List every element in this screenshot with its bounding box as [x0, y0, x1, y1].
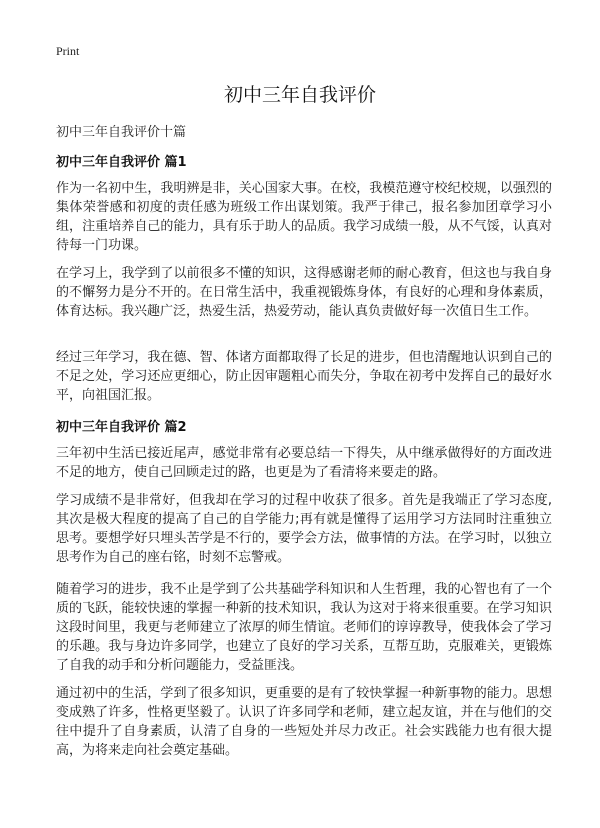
section-heading-1: 初中三年自我评价 篇1 [56, 155, 187, 170]
document-subtitle: 初中三年自我评价十篇 [56, 125, 187, 140]
paragraph: 学习成绩不是非常好，但我却在学习的过程中收获了很多。首先是我端正了学习态度,其次是极大程度的提高了自己的自学能力;再有就是懂得了运用学习方法同时注重独立思考。要想学好只埋头苦学是不行的，要学会方法，做事情的方法。在学习时，以独立思考作为自己的座右铭，时刻不忘警戒。 [56, 493, 552, 565]
paragraph: 作为一名初中生，我明辨是非，关心国家大事。在校，我模范遵守校纪校规，以强烈的集体荣誉感和初度的责任感为班级工作出谋划策。我严于律己，报名参加团章学习小组，注重培养自己的能力，具有乐于助人的品质。我学习成绩一般，从不气馁，认真对待每一门功课。 [56, 181, 552, 253]
page-title: 初中三年自我评价 [223, 84, 376, 106]
paragraph: 随着学习的进步，我不止是学到了公共基础学科知识和人生哲理，我的心智也有了一个质的飞跃，能较快速的掌握一种新的技术知识，我认为这对于将来很重要。在学习知识这段时间里，我更与老师建立了浓厚的师生情谊。老师们的谆谆教导，使我体会了学习的乐趣。我与身边许多同学，也建立了良好的学习关系，互帮互助，克服难关，更锻炼了自我的动手和分析问题能力，受益匪浅。 [56, 582, 552, 673]
section-heading-2: 初中三年自我评价 篇2 [56, 420, 187, 435]
paragraph: 三年初中生活已接近尾声，感觉非常有必要总结一下得失，从中继承做得好的方面改进不足的地方，使自己回顾走过的路，也更是为了看清将来要走的路。 [56, 446, 552, 480]
paragraph: 在学习上，我学到了以前很多不懂的知识，这得感谢老师的耐心教育，但这也与我自身的不懈努力是分不开的。在日常生活中，我重视锻炼身体，有良好的心理和身体素质，体育达标。我兴趣广泛，热爱生活，热爱劳动，能认真负责做好每一次值日生工作。 [56, 266, 552, 319]
paragraph: 经过三年学习，我在德、智、体诸方面都取得了长足的进步，但也清醒地认识到自己的不足之处，学习还应更细心，防止因审题粗心而失分，争取在初考中发挥自己的最好水平，向祖国汇报。 [56, 350, 552, 403]
paragraph: 通过初中的生活，学到了很多知识，更重要的是有了较快掌握一种新事物的能力。思想变成熟了许多，性格更坚毅了。认识了许多同学和老师，建立起友谊，并在与他们的交往中提升了自身素质，认清了自身的一些短处并尽力改正。社会实践能力也有很大提高，为将来走向社会奠定基础。 [56, 686, 552, 758]
print-label: Print [56, 44, 80, 58]
